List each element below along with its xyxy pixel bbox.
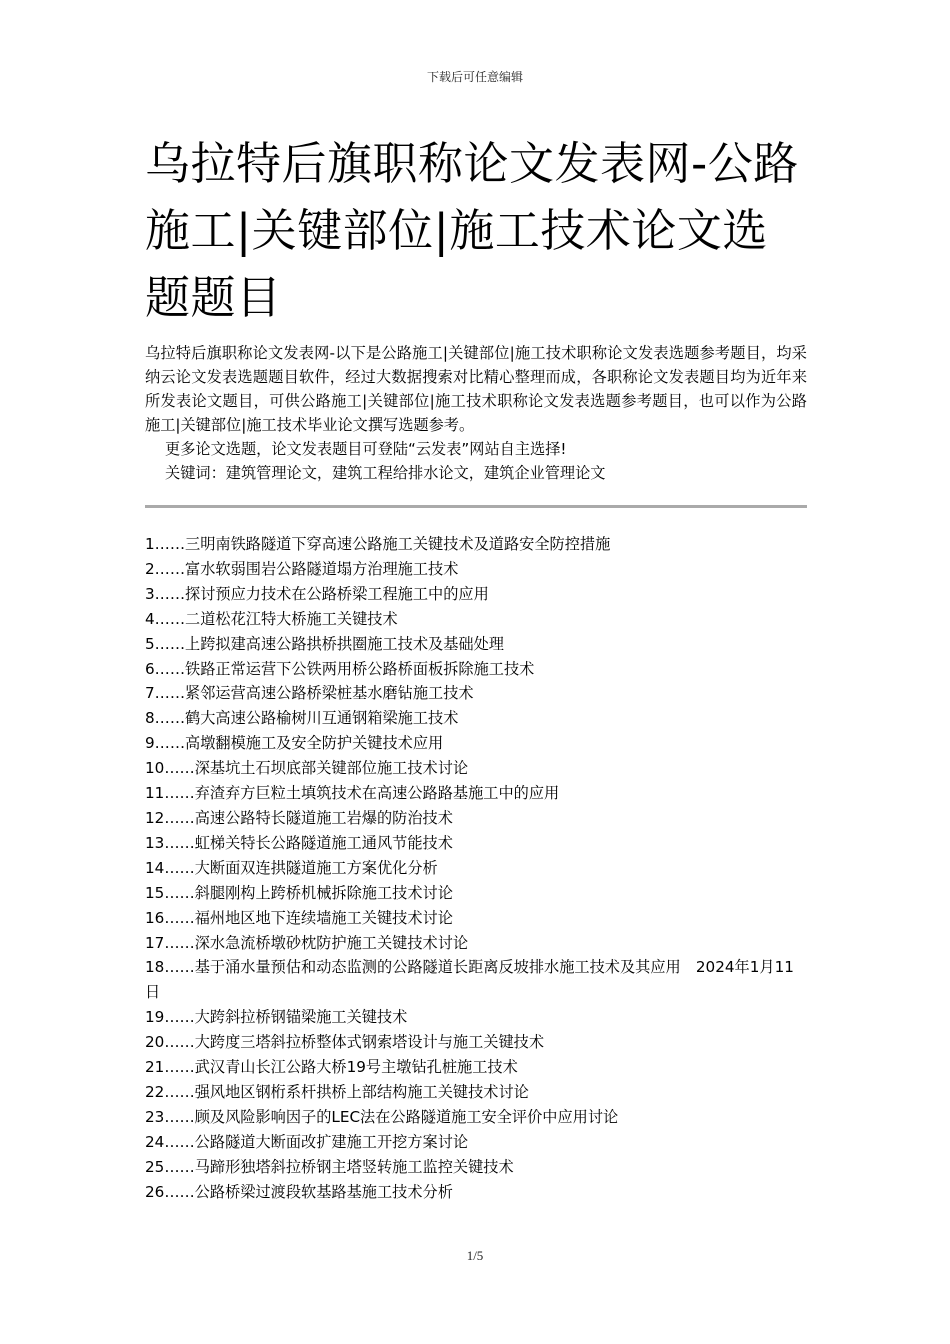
- list-item: 11……弃渣弃方巨粒土填筑技术在高速公路路基施工中的应用: [145, 784, 560, 803]
- list-item: 19……大跨斜拉桥钢锚梁施工关键技术: [145, 1008, 408, 1027]
- list-item: 23……顾及风险影响因子的LEC法在公路隧道施工安全评价中应用讨论: [145, 1107, 619, 1126]
- list-item: 18……基于涌水量预估和动态监测的公路隧道长距离反坡排水施工技术及其应用 2024年1月11日: [145, 958, 794, 1002]
- list-item: 20……大跨度三塔斜拉桥整体式钢索塔设计与施工关键技术: [145, 1033, 545, 1052]
- page-number: 1/5: [466, 1248, 484, 1263]
- list-item: 24……公路隧道大断面改扩建施工开挖方案讨论: [145, 1132, 469, 1151]
- list-item: 13……虹梯关特长公路隧道施工通风节能技术: [145, 833, 453, 852]
- page-header-note: 下载后可任意编辑: [426, 70, 523, 84]
- list-item: 25……马蹄形独塔斜拉桥钢主塔竖转施工监控关键技术: [145, 1157, 514, 1176]
- list-item: 8……鹤大高速公路榆树川互通钢箱梁施工技术: [145, 709, 459, 728]
- list-item: 12……高速公路特长隧道施工岩爆的防治技术: [145, 808, 453, 827]
- topic-list: [145, 532, 807, 1204]
- more-topics-note: 更多论文选题，论文发表题目可登陆“云发表”网站自主选择!: [165, 440, 567, 458]
- list-item: 4……二道松花江特大桥施工关键技术: [145, 609, 398, 628]
- document-title: 乌拉特后旗职称论文发表网-公路施工|关键部位|施工技术论文选题题目: [145, 137, 799, 324]
- list-item: 17……深水急流桥墩砂枕防护施工关键技术讨论: [145, 933, 469, 952]
- list-item: 21……武汉青山长江公路大桥19号主墩钻孔桩施工技术: [145, 1058, 518, 1077]
- list-item: 9……高墩翻模施工及安全防护关键技术应用: [145, 734, 444, 753]
- list-item: 16……福州地区地下连续墙施工关键技术讨论: [145, 908, 453, 927]
- section-divider: [145, 505, 807, 508]
- intro-paragraph: 乌拉特后旗职称论文发表网-以下是公路施工|关键部位|施工技术职称论文发表选题参考题目，均采纳云论文发表选题题目软件，经过大数据搜索对比精心整理而成，各职称论文发表题目均为近年来所发表论文题目，可供公路施工|关键部位|施工技术职称论文发表选题参考题目，也可以作为公路施工|关键部位|施工技术毕业论文撰写选题参考。: [145, 344, 807, 434]
- list-item: 2……富水软弱围岩公路隧道塌方治理施工技术: [145, 559, 459, 578]
- list-item: 14……大断面双连拱隧道施工方案优化分析: [145, 858, 438, 877]
- list-item: 5……上跨拟建高速公路拱桥拱圈施工技术及基础处理: [145, 634, 504, 653]
- list-item: 6……铁路正常运营下公铁两用桥公路桥面板拆除施工技术: [145, 659, 535, 678]
- keywords-line: 关键词：建筑管理论文，建筑工程给排水论文，建筑企业管理论文: [165, 464, 606, 482]
- list-item: 10……深基坑土石坝底部关键部位施工技术讨论: [145, 759, 469, 778]
- list-item: 15……斜腿刚构上跨桥机械拆除施工技术讨论: [145, 883, 453, 902]
- document-body: [145, 130, 807, 1204]
- list-item: 26……公路桥梁过渡段软基路基施工技术分析: [145, 1182, 453, 1201]
- list-item: 22……强风地区钢桁系杆拱桥上部结构施工关键技术讨论: [145, 1082, 529, 1101]
- list-item: 7……紧邻运营高速公路桥梁桩基水磨钻施工技术: [145, 684, 474, 703]
- list-item: 1……三明南铁路隧道下穿高速公路施工关键技术及道路安全防控措施: [145, 535, 611, 553]
- list-item: 3……探讨预应力技术在公路桥梁工程施工中的应用: [145, 584, 489, 603]
